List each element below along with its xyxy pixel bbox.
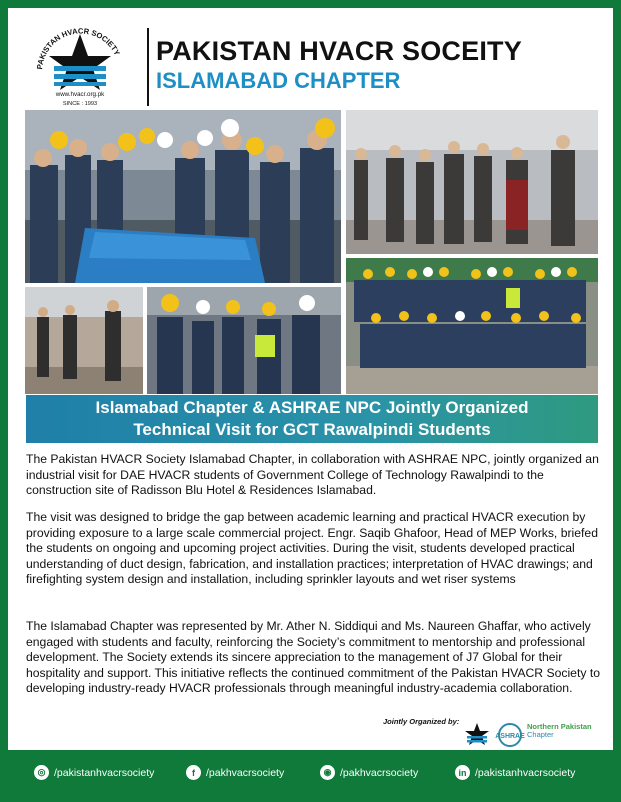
linkedin-handle: /pakistanhvacrsociety	[475, 766, 576, 779]
headline-line-2: Technical Visit for GCT Rawalpindi Students	[133, 420, 491, 439]
facebook-icon: f	[186, 765, 201, 780]
npc-line-2: Chapter	[527, 730, 554, 739]
footer-instagram[interactable]	[34, 765, 154, 780]
footer-facebook[interactable]	[186, 765, 284, 780]
instagram-handle: /pakistanhvacrsociety	[54, 766, 155, 779]
footer-linkedin[interactable]	[455, 765, 575, 780]
photo-group-hardhats	[346, 258, 598, 394]
logo-since: SINCE : 1993	[62, 101, 98, 107]
society-logo	[28, 20, 133, 110]
jointly-organized-label: Jointly Organized by:	[383, 717, 460, 726]
paragraph-visit: The visit was designed to bridge the gap between academic learning and practical HVACR execution by providing exposure to a large scale commercial project. Engr. Saqib Ghafoor, Head of MEP Works, briefed the students on ongoing and upcoming project activities. During the visit, students developed practical understanding of duct design, fabrication, and installation practices; interpretation of HVAC drawings; and firefighting system design and installation, including sprinkler layouts and wet riser systems	[26, 510, 598, 586]
header-divider	[147, 28, 149, 106]
photo-students-hardhats	[147, 287, 341, 394]
society-small-logo	[460, 722, 494, 748]
page-subtitle: ISLAMABAD CHAPTER	[156, 68, 401, 93]
paragraph-representation: The Islamabad Chapter was represented by Mr. Ather N. Siddiqui and Ms. Naureen Ghaffar, who actively engaged with students and faculty, reinforcing the Society’s commitment to mentorship and professional development. The Society extends its sincere appreciation to the management of J7 Global for their hospitality and support. This initiative reflects the continued commitment of the Pakistan HVACR Society to developing industry-ready HVACR professionals through meaningful industry-academia collaboration.	[26, 619, 600, 695]
headline-line-1: Islamabad Chapter & ASHRAE NPC Jointly Organized	[95, 398, 529, 417]
footer-social-other[interactable]	[320, 765, 418, 780]
page-title: PAKISTAN HVACR SOCEITY	[156, 36, 522, 66]
npc-line-1: Northern Pakistan	[527, 722, 592, 731]
instagram-icon: ◎	[34, 765, 49, 780]
linkedin-icon: in	[455, 765, 470, 780]
logo-url: www.hvacr.org.pk	[55, 91, 105, 98]
paragraph-intro: The Pakistan HVACR Society Islamabad Chapter, in collaboration with ASHRAE NPC, jointly organized an industrial visit for DAE HVACR students of Government College of Technology Rawalpindi to the construction site of Radisson Blu Hotel & Residences Islamabad.	[26, 452, 599, 497]
photo-group-site	[346, 110, 598, 254]
ashrae-logo-text: ASHRAE	[495, 733, 525, 740]
npc-label	[527, 723, 592, 739]
ashrae-logo	[494, 723, 526, 747]
photo-duct-demonstration	[25, 110, 341, 283]
headline-banner	[26, 395, 598, 443]
logo-ring-text: PAKISTAN HVACR SOCIETY	[35, 26, 122, 70]
social-icon: ◉	[320, 765, 335, 780]
social-handle: /pakhvacrsociety	[340, 766, 419, 779]
facebook-handle: /pakhvacrsociety	[206, 766, 285, 779]
photo-site-walk	[25, 287, 143, 394]
